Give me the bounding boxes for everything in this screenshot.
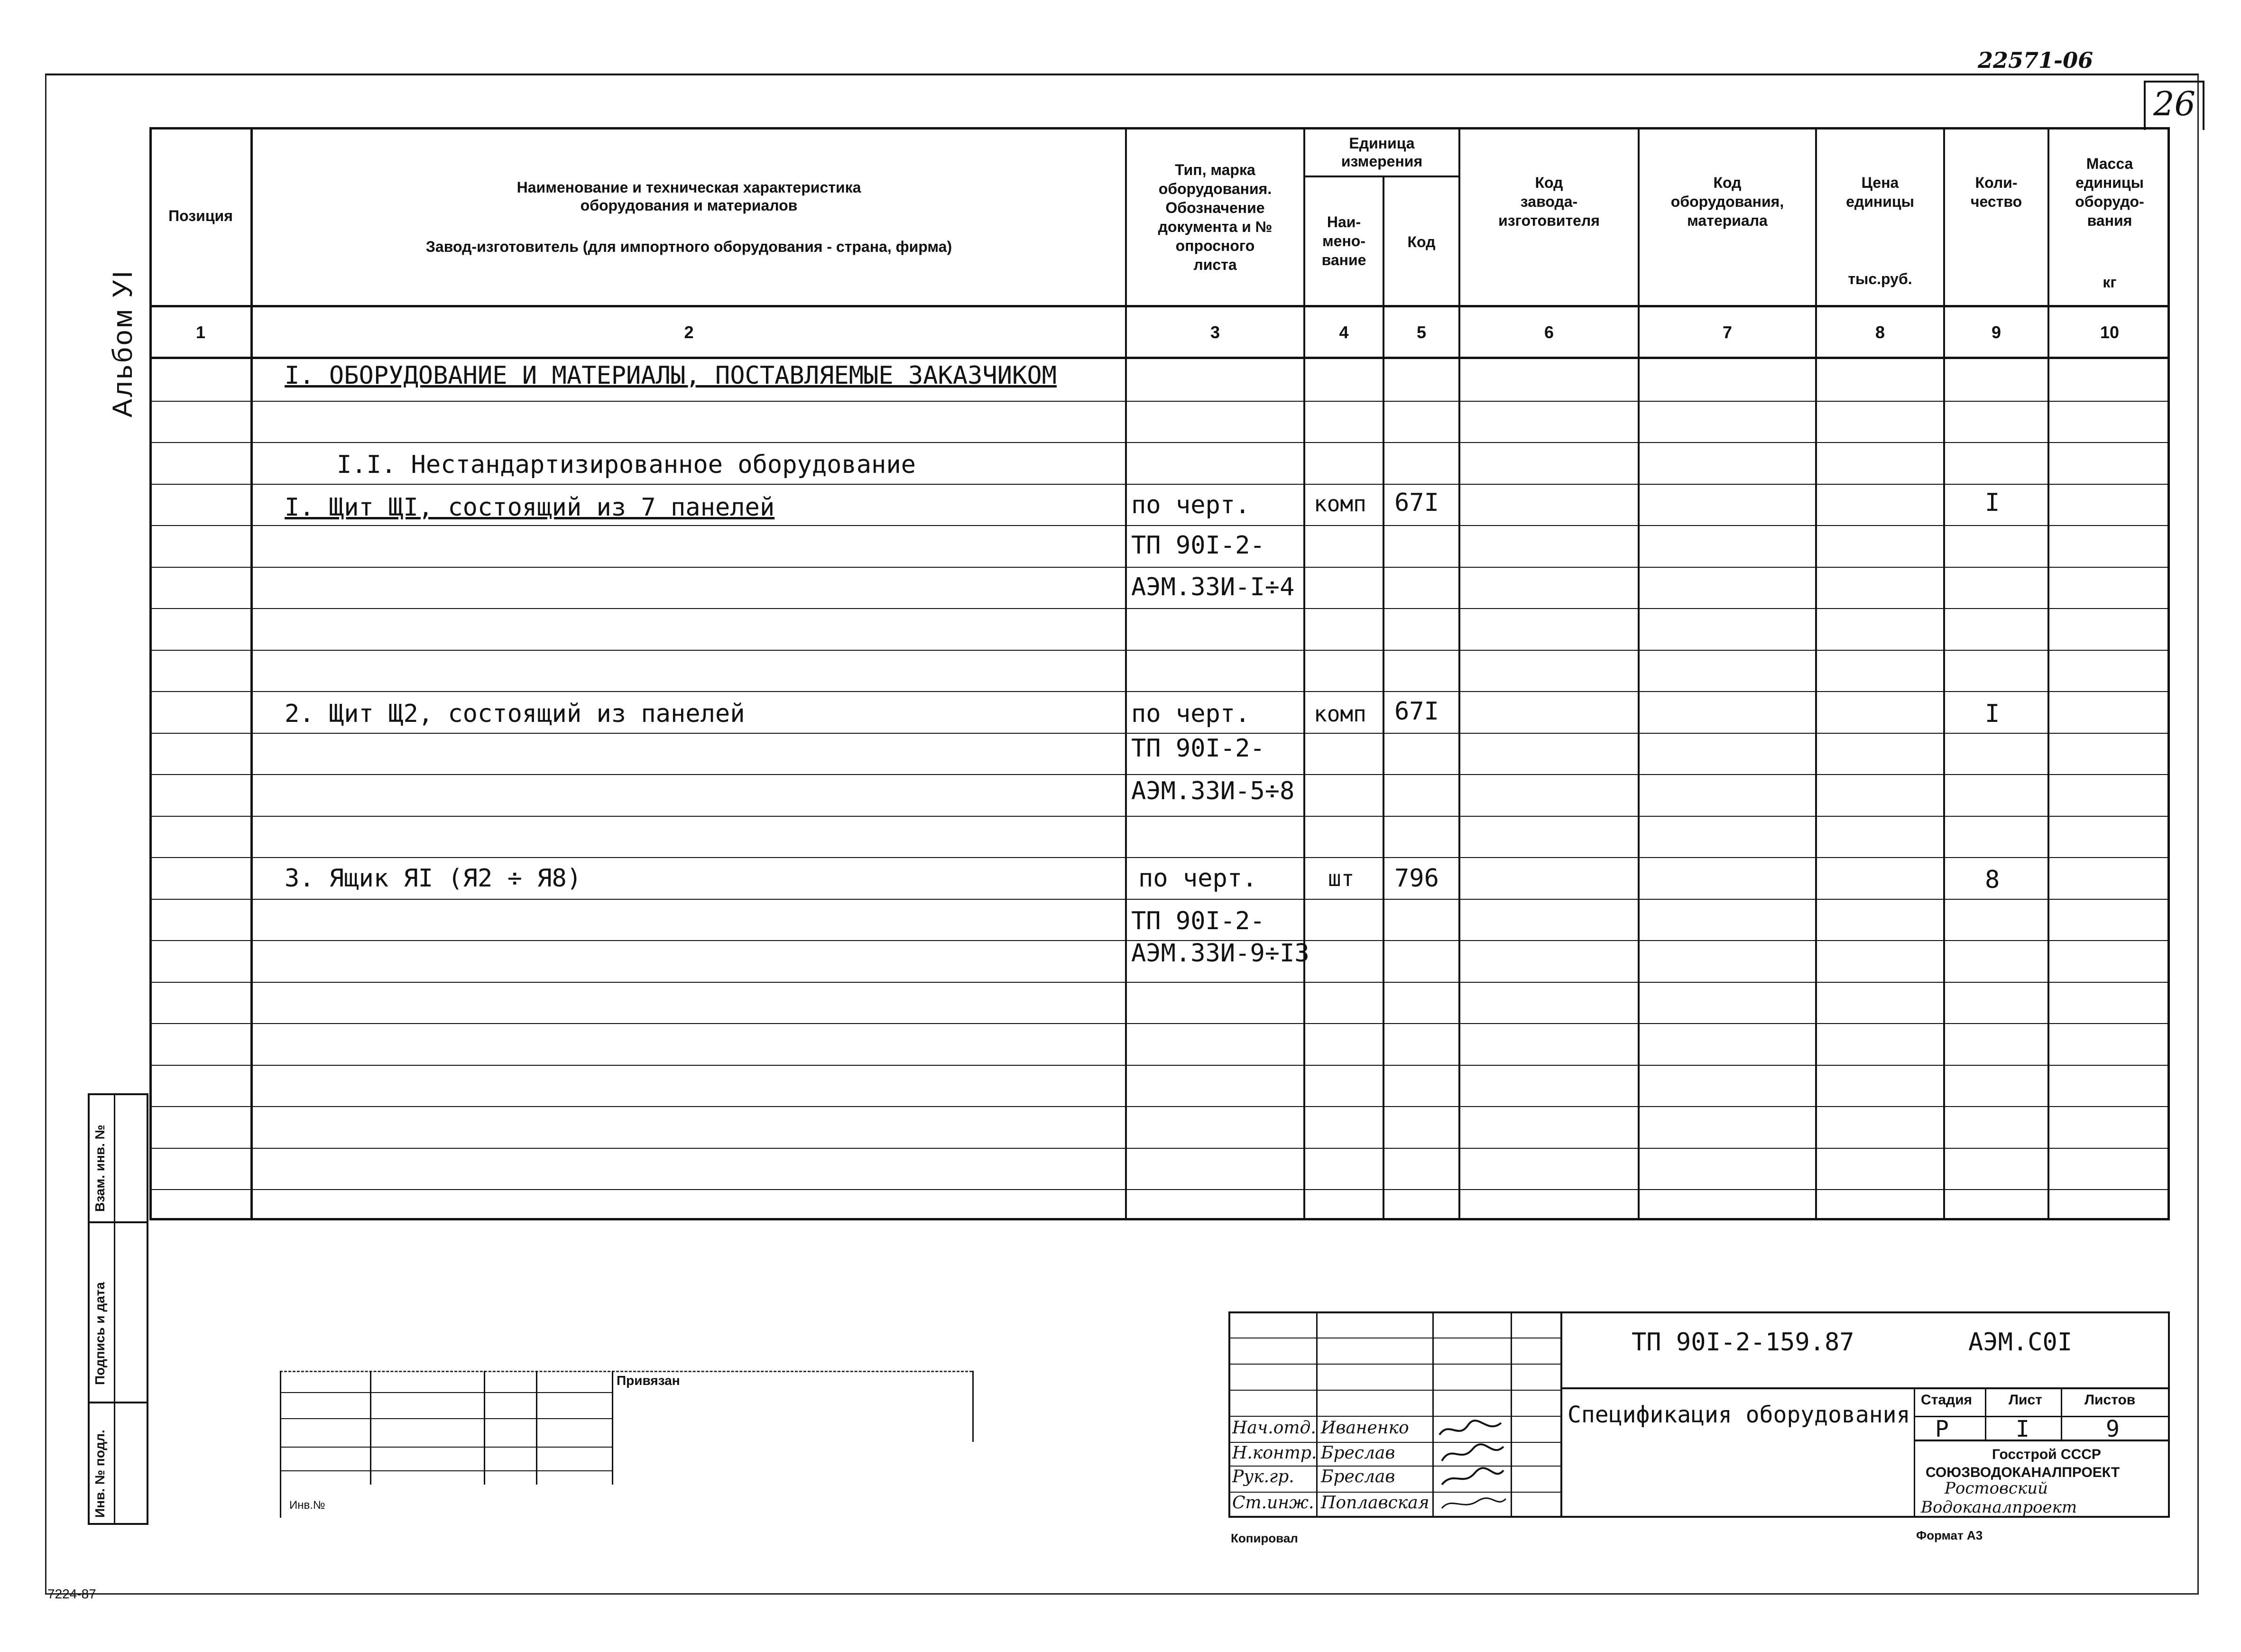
tb-name-1: Иваненко xyxy=(1321,1418,1409,1438)
header-equip-code-l2: оборудования, xyxy=(1670,193,1784,210)
item2-unit: комп xyxy=(1314,701,1366,727)
col-line xyxy=(250,127,253,1220)
header-unit-l1: Единица xyxy=(1349,135,1415,152)
row-line xyxy=(149,525,2170,526)
colnum-1: 1 xyxy=(195,323,206,342)
applied-grid-line xyxy=(972,1371,974,1442)
row-line xyxy=(149,982,2170,983)
colnum-bottom-line xyxy=(149,357,2170,359)
tb-sheet: I xyxy=(2016,1416,2029,1442)
tb-code: АЭМ.С0I xyxy=(1968,1328,2073,1357)
row-line xyxy=(149,1148,2170,1149)
colnum-9: 9 xyxy=(1991,323,2001,342)
subsection-title: I.I. Нестандартизированное оборудование xyxy=(337,451,916,479)
tb-line xyxy=(1432,1311,1434,1518)
tb-org1: Госстрой СССР xyxy=(1992,1447,2101,1462)
colnum-6: 6 xyxy=(1544,323,1554,342)
tb-line xyxy=(1914,1387,1915,1518)
header-equip-code-l3: материала xyxy=(1687,212,1768,229)
colnum-10: 10 xyxy=(2100,323,2120,342)
header-price-unit: тыс.руб. xyxy=(1848,270,1912,287)
col-line xyxy=(1458,127,1460,1220)
item2-name: 2. Щит Щ2, состоящий из панелей xyxy=(285,700,745,728)
header-unit-l2: измерения xyxy=(1341,153,1423,170)
col-line xyxy=(1125,127,1127,1220)
tb-designation: ТП 90I-2-159.87 xyxy=(1632,1328,1854,1357)
row-line xyxy=(149,1023,2170,1024)
tb-role-1: Нач.отд. xyxy=(1232,1418,1316,1438)
row-line xyxy=(149,857,2170,858)
row-line xyxy=(149,608,2170,609)
tb-line xyxy=(1560,1387,2170,1389)
tb-line xyxy=(1228,1364,1560,1365)
tb-role-2: Н.контр. xyxy=(1232,1443,1317,1463)
applied-grid-line xyxy=(536,1371,537,1485)
signature-2 xyxy=(1442,1444,1503,1461)
item2-doc-b: ТП 90I-2- xyxy=(1131,734,1265,763)
header-type-l2: оборудования. xyxy=(1158,180,1272,197)
header-plant-code-l3: изготовителя xyxy=(1498,212,1600,229)
format-label: Формат А3 xyxy=(1916,1528,1983,1542)
tb-line xyxy=(1228,1466,1560,1467)
document-number: 22571-06 xyxy=(1978,47,2093,73)
side-stamp-divider xyxy=(88,1402,148,1403)
header-unit-name-l1: Наи- xyxy=(1327,213,1361,231)
tb-sheets: 9 xyxy=(2106,1416,2120,1442)
header-name-l2: оборудования и материалов xyxy=(580,197,798,214)
header-qty-l2: чество xyxy=(1970,193,2022,210)
side-stamp-sign-date: Подпись и дата xyxy=(92,1282,107,1385)
corner-sheet-number: 26 xyxy=(2153,84,2196,123)
tb-line xyxy=(1228,1492,1560,1493)
row-line xyxy=(149,484,2170,485)
header-type-l1: Тип, марка xyxy=(1175,161,1255,178)
item1-doc-a: по черт. xyxy=(1131,491,1250,519)
copied-label: Копировал xyxy=(1231,1531,1298,1545)
col-line xyxy=(1638,127,1640,1220)
header-mass-l4: вания xyxy=(2087,212,2132,229)
tb-stage: Р xyxy=(1935,1416,1949,1442)
item3-qty: 8 xyxy=(1985,866,2000,894)
col-line xyxy=(1815,127,1817,1220)
row-line xyxy=(149,691,2170,692)
header-mass-l3: оборудо- xyxy=(2075,193,2144,210)
colnum-4: 4 xyxy=(1339,323,1349,342)
tb-line xyxy=(1914,1440,2170,1441)
tb-sheet-label: Лист xyxy=(2009,1392,2042,1408)
header-price-l1: Цена xyxy=(1861,174,1899,191)
item1-doc-b: ТП 90I-2- xyxy=(1131,531,1265,560)
side-stamp-divider xyxy=(88,1093,90,1525)
section-title: I. ОБОРУДОВАНИЕ И МАТЕРИАЛЫ, ПОСТАВЛЯЕМЫЕ ЗАКАЗЧИКОМ xyxy=(285,361,1057,390)
row-line xyxy=(149,401,2170,402)
item3-name: 3. Ящик ЯI (Я2 ÷ Я8) xyxy=(285,864,582,893)
tb-line xyxy=(1228,1390,1560,1391)
header-equip-code-l1: Код xyxy=(1713,174,1742,191)
signature-3 xyxy=(1442,1468,1503,1485)
side-stamp-divider xyxy=(114,1093,115,1525)
row-line xyxy=(149,442,2170,443)
header-type-l3: Обозначение xyxy=(1165,199,1265,216)
item1-doc-c: АЭМ.33И-I÷4 xyxy=(1131,573,1295,601)
col-line xyxy=(1303,127,1305,1220)
row-line xyxy=(149,899,2170,900)
colnum-7: 7 xyxy=(1722,323,1733,342)
header-qty-l1: Коли- xyxy=(1975,174,2018,191)
applied-grid-line xyxy=(484,1371,485,1485)
item3-doc-a: по черт. xyxy=(1138,864,1257,893)
header-mass-l2: единицы xyxy=(2075,174,2144,191)
tb-line xyxy=(1228,1416,1560,1417)
row-line xyxy=(149,816,2170,817)
col-line xyxy=(1943,127,1945,1220)
header-bottom-line xyxy=(149,305,2170,307)
header-plant-code-l1: Код xyxy=(1535,174,1563,191)
applied-grid-line xyxy=(612,1371,613,1485)
applied-grid-line xyxy=(280,1470,612,1471)
tb-line xyxy=(1985,1387,1986,1440)
header-name-l1: Наименование и техническая характеристика xyxy=(516,179,861,196)
applied-grid-line xyxy=(370,1371,371,1485)
header-type-l6: листа xyxy=(1193,256,1237,273)
tb-org4: Водоканалпроект xyxy=(1921,1498,2077,1517)
tb-title: Спецификация оборудования xyxy=(1568,1402,1910,1428)
header-plant-code-l2: завода- xyxy=(1520,193,1578,210)
item3-unit: шт xyxy=(1328,866,1355,891)
side-stamp-inv: Инв. № подл. xyxy=(92,1430,107,1518)
tb-role-4: Ст.инж. xyxy=(1232,1493,1314,1513)
side-stamp-vzam: Взам. инв. № xyxy=(92,1125,107,1212)
item1-code: 67I xyxy=(1394,489,1439,517)
tb-line xyxy=(1228,1442,1560,1443)
signatures xyxy=(1435,1416,1511,1515)
header-type-l4: документа и № xyxy=(1158,218,1273,235)
colnum-2: 2 xyxy=(684,323,694,342)
tb-line xyxy=(1560,1311,1562,1518)
item3-doc-b: ТП 90I-2- xyxy=(1131,907,1265,935)
row-line xyxy=(149,733,2170,734)
header-unit-code: Код xyxy=(1407,233,1436,250)
item1-qty: I xyxy=(1985,489,2000,517)
tb-line xyxy=(1511,1311,1512,1518)
applied-grid-line xyxy=(280,1418,612,1419)
tb-stage-label: Стадия xyxy=(1921,1392,1973,1408)
row-line xyxy=(149,650,2170,651)
tb-name-2: Бреслав xyxy=(1321,1443,1395,1463)
item1-name: I. Щит ЩI, состоящий из 7 панелей xyxy=(285,493,775,522)
colnum-3: 3 xyxy=(1210,323,1220,342)
item2-code: 67I xyxy=(1394,697,1439,726)
tb-name-3: Бреслав xyxy=(1321,1467,1395,1486)
spec-table-frame xyxy=(149,127,2170,1220)
tb-line xyxy=(2061,1387,2062,1440)
item2-doc-a: по черт. xyxy=(1131,700,1250,728)
row-line xyxy=(149,774,2170,775)
side-stamp-divider xyxy=(88,1221,148,1223)
tb-sheets-label: Листов xyxy=(2084,1392,2136,1408)
tb-line xyxy=(1914,1416,2170,1417)
item2-qty: I xyxy=(1985,700,2000,728)
item1-unit: комп xyxy=(1314,491,1366,517)
header-unit-name-l3: вание xyxy=(1321,251,1366,268)
item2-doc-c: АЭМ.33И-5÷8 xyxy=(1131,777,1295,805)
applied-grid-line xyxy=(280,1392,612,1393)
colnum-8: 8 xyxy=(1875,323,1885,342)
signature-4 xyxy=(1442,1498,1506,1508)
header-unit-name-l2: мено- xyxy=(1322,232,1365,249)
item3-code: 796 xyxy=(1394,864,1439,893)
header-mass-l1: Масса xyxy=(2086,155,2133,172)
applied-grid-line xyxy=(280,1447,612,1448)
row-line xyxy=(149,1189,2170,1190)
colnum-5: 5 xyxy=(1416,323,1427,342)
tb-org2: СОЮЗВОДОКАНАЛПРОЕКТ xyxy=(1926,1465,2120,1480)
row-line xyxy=(149,567,2170,568)
bottom-left-number: 7224-87 xyxy=(47,1587,96,1601)
header-mass-unit: кг xyxy=(2103,274,2117,291)
applied-label: Привязан xyxy=(617,1373,680,1388)
signature-1 xyxy=(1439,1421,1501,1435)
inv-small-label: Инв.№ xyxy=(289,1499,325,1512)
tb-role-3: Рук.гр. xyxy=(1232,1467,1294,1486)
row-line xyxy=(149,1065,2170,1066)
header-type-l5: опросного xyxy=(1175,237,1255,254)
album-label: Альбом УI xyxy=(107,268,138,417)
tb-line xyxy=(1316,1311,1318,1518)
header-name-l3: Завод-изготовитель (для импортного оборудования - страна, фирма) xyxy=(425,238,952,255)
row-line xyxy=(149,1106,2170,1107)
header-position: Позиция xyxy=(168,207,233,224)
tb-org3: Ростовский xyxy=(1945,1479,2048,1498)
item3-doc-c: АЭМ.33И-9÷I3 xyxy=(1131,939,1310,968)
tb-name-4: Поплавская xyxy=(1321,1493,1429,1513)
header-price-l2: единицы xyxy=(1846,193,1914,210)
unit-header-divider xyxy=(1303,175,1458,177)
